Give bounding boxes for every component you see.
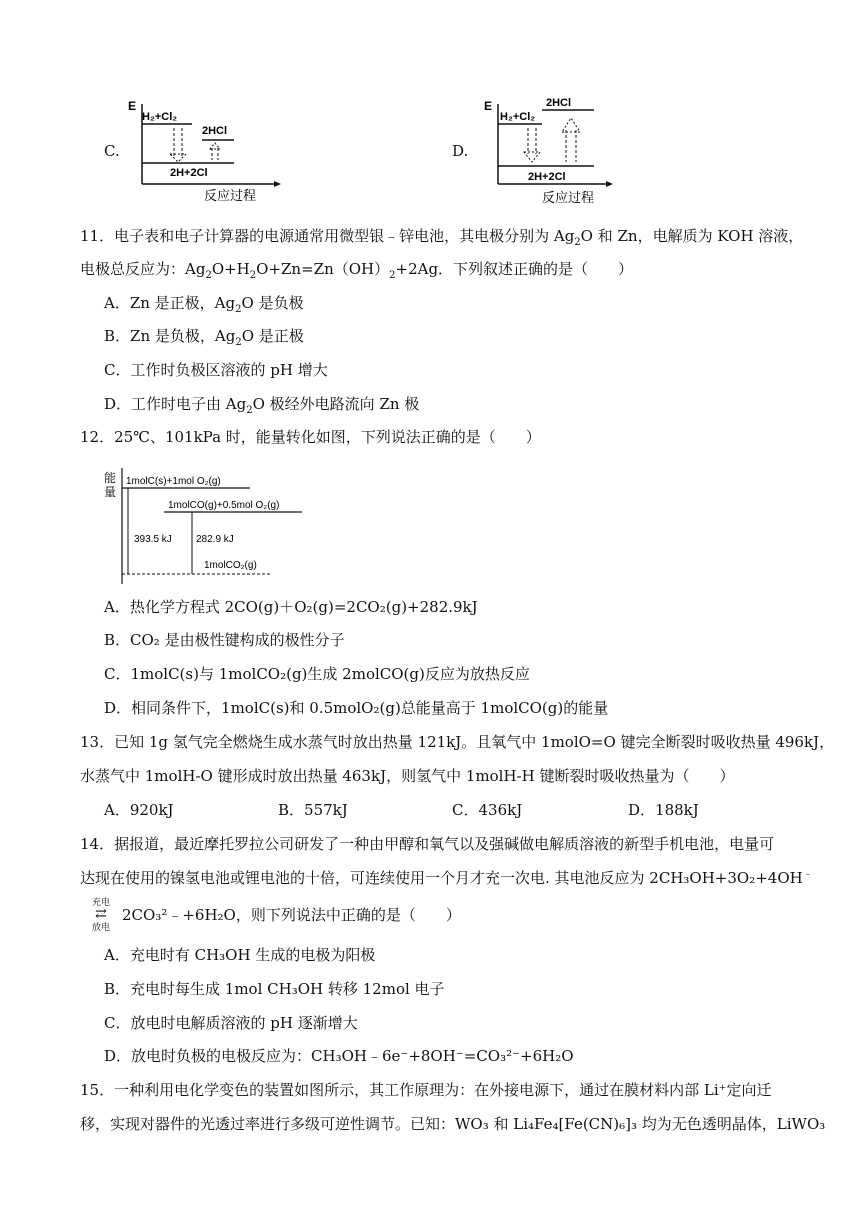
- energy-axis-label: E: [128, 99, 137, 113]
- q13-option-d: D．188kJ: [628, 801, 699, 819]
- energy-axis-label-2: 量: [104, 485, 117, 499]
- diagram-d: [484, 94, 644, 208]
- x-axis-label: 反应过程: [204, 188, 257, 203]
- q11-option-d: D．工作时电子由 $Ag_2O$ 极经外电路流向 Zn 极: [104, 395, 420, 416]
- reversible-arrow: [90, 895, 112, 935]
- atoms-label: 2H+2Cl: [170, 167, 208, 179]
- q13-stem-line2: 水蒸气中 1molH-O 键形成时放出热量 463kJ，则氢气中 1molH-H 键断裂时吸收热量为（ ）: [80, 767, 735, 785]
- q13-option-c: C．436kJ: [452, 801, 523, 819]
- q12-option-d: D．相同条件下，1molC(s)和 0.5molO₂(g)总能量高于 1molCO(g)的能量: [104, 699, 609, 717]
- energy-level-diagram: [100, 462, 310, 590]
- reactant-label: H₂+Cl₂: [500, 111, 536, 123]
- arrow-discharge-label: 放电: [91, 923, 110, 933]
- q12-option-c: C．1molC(s)与 1molCO₂(g)生成 2molCO(g)反应为放热反应: [104, 665, 530, 683]
- atoms-label: 2H+2Cl: [528, 171, 566, 183]
- energy-axis-label-1: 能: [104, 471, 117, 485]
- q11-option-c: C．工作时负极区溶液的 pH 增大: [104, 361, 328, 379]
- q11-stem-line1: 11．电子表和电子计算器的电源通常用微型银﹣锌电池，其电极分别为 $Ag_2O$ 和 Zn，电解质为 KOH 溶液，: [80, 227, 804, 248]
- product-label: 2HCl: [546, 97, 572, 109]
- delta-h-1-label: 393.5 kJ: [134, 534, 172, 545]
- arrow-charge-label: 充电: [91, 898, 110, 908]
- q12-option-b: B．CO₂ 是由极性键构成的极性分子: [104, 631, 345, 649]
- q11-option-b: B．Zn 是负极，$Ag_2O$ 是正极: [104, 327, 304, 348]
- intermediate-level-label: 1molCO(g)+0.5mol O₂(g): [168, 500, 280, 511]
- q15-stem-line2: 移，实现对器件的光透过率进行多级可逆性调节。已知：WO₃ 和 Li₄Fe₄[Fe(CN)₆]₃ 均为无色透明晶体，LiWO₃: [80, 1115, 826, 1133]
- q14-option-d: D．放电时负极的电极反应为：CH₃OH﹣6e⁻+8OH⁻=CO₃²⁻+6H₂O: [104, 1047, 574, 1065]
- energy-axis-label: E: [484, 99, 493, 113]
- q14-stem-line1: 14．据报道，最近摩托罗拉公司研发了一种由甲醇和氧气以及强碱做电解质溶液的新型手机电池，电量可: [80, 835, 775, 853]
- product-level-label: 1molCO₂(g): [204, 560, 257, 571]
- x-axis-label: 反应过程: [542, 190, 595, 205]
- option-d-label: D.: [452, 142, 469, 160]
- q12-stem: 12．25℃、101kPa 时，能量转化如图，下列说法正确的是（ ）: [80, 428, 541, 446]
- q14-option-a: A．充电时有 CH₃OH 生成的电极为阳极: [104, 946, 376, 964]
- delta-h-2-label: 282.9 kJ: [196, 534, 234, 545]
- q13-stem-line1: 13．已知 1g 氢气完全燃烧生成水蒸气时放出热量 121kJ。且氧气中 1molO=O 键完全断裂时吸收热量 496kJ，: [80, 733, 835, 751]
- product-label: 2HCl: [202, 125, 228, 137]
- q15-stem-line1: 15．一种利用电化学变色的装置如图所示，其工作原理为：在外接电源下，通过在膜材料内部 Li⁺定向迁: [80, 1081, 772, 1099]
- option-c-label: C.: [104, 142, 120, 160]
- q14-stem-line3: 2CO₃²﹣+6H₂O，则下列说法中正确的是（ ）: [122, 906, 461, 924]
- diagram-c: [124, 96, 284, 206]
- q12-option-a: A．热化学方程式 2CO(g)＋O₂(g)=2CO₂(g)+282.9kJ: [104, 598, 478, 616]
- q14-option-b: B．充电时每生成 1mol CH₃OH 转移 12mol 电子: [104, 980, 445, 998]
- equilibrium-arrow-icon: ⇄: [95, 906, 107, 922]
- q11-option-a: A．Zn 是正极，$Ag_2O$ 是负极: [104, 294, 304, 315]
- q13-option-a: A．920kJ: [104, 801, 174, 819]
- q14-stem-line2: 达现在使用的镍氢电池或锂电池的十倍，可连续使用一个月才充一次电. 其电池反应为 2CH₃OH+3O₂+4OH﹣: [80, 869, 813, 887]
- q14-option-c: C．放电时电解质溶液的 pH 逐渐增大: [104, 1014, 358, 1032]
- reactant-label: H₂+Cl₂: [142, 111, 178, 123]
- q13-option-b: B．557kJ: [278, 801, 348, 819]
- q11-stem-line2: 电极总反应为：$Ag_2O+H_2O+Zn=Zn(OH)_2+2Ag$．下列叙述正确的是（ ）: [80, 260, 634, 281]
- reactant-level-label: 1molC(s)+1mol O₂(g): [126, 476, 221, 487]
